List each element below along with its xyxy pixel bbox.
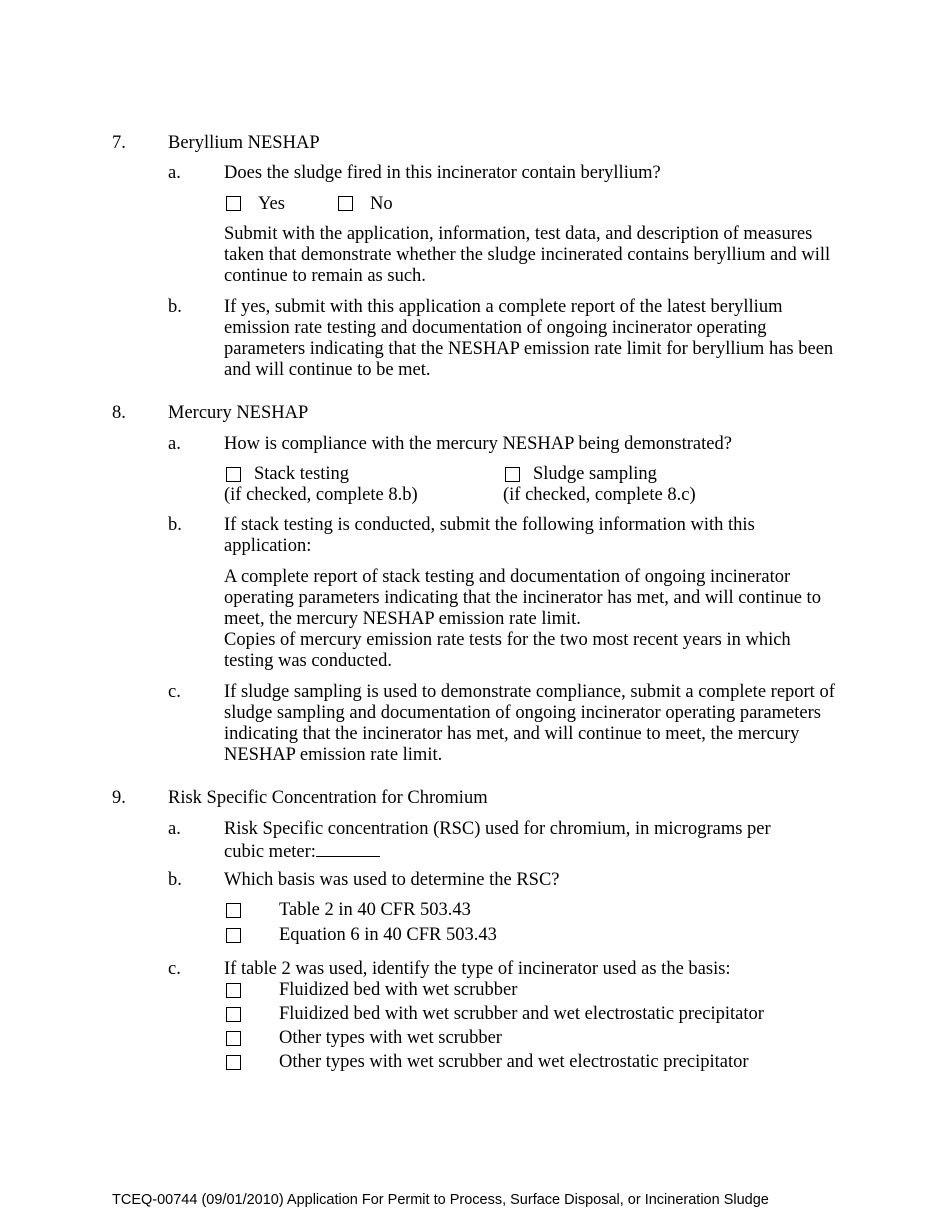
stack-testing-note: (if checked, complete 8.b) [224,485,418,505]
item-8b-letter: b. [168,515,182,535]
page-footer: TCEQ-00744 (09/01/2010) Application For Permit to Process, Surface Disposal, or Incineration Sludge [112,1192,769,1208]
rsc-basis-checkbox[interactable] [226,928,241,943]
item-8a-question: How is compliance with the mercury NESHAP being demonstrated? [224,434,732,454]
item-8c-text: If sludge sampling is used to demonstrate compliance, submit a complete report of sludge sampling and documentation of ongoing incinerator operating parameters indicating that the incinerator has met, and will continue to meet, the mercury NESHAP emission rate limit. [224,682,835,765]
beryllium-no-checkbox[interactable] [338,196,353,211]
stack-testing-checkbox[interactable] [226,467,241,482]
rsc-basis-option: Equation 6 in 40 CFR 503.43 [279,925,497,945]
item-8c-letter: c. [168,682,181,702]
beryllium-yes-label: Yes [258,194,285,214]
incinerator-type-checkbox[interactable] [226,1007,241,1022]
rsc-basis-checkbox[interactable] [226,903,241,918]
item-7a-question: Does the sludge fired in this incinerator contain beryllium? [224,163,661,183]
section-8-number: 8. [112,403,126,423]
incinerator-type-option: Other types with wet scrubber and wet electrostatic precipitator [279,1052,749,1072]
incinerator-type-option: Fluidized bed with wet scrubber [279,980,518,1000]
section-8-title: Mercury NESHAP [168,403,309,423]
incinerator-type-checkbox[interactable] [226,983,241,998]
incinerator-type-checkbox[interactable] [226,1055,241,1070]
item-7a-letter: a. [168,163,181,183]
rsc-basis-option: Table 2 in 40 CFR 503.43 [279,900,471,920]
sludge-sampling-note: (if checked, complete 8.c) [503,485,696,505]
item-8b-detail-2: Copies of mercury emission rate tests for the two most recent years in which testing was conducted. [224,630,791,671]
sludge-sampling-label: Sludge sampling [533,464,657,484]
sludge-sampling-checkbox[interactable] [505,467,520,482]
item-9a-text-line1: Risk Specific concentration (RSC) used for chromium, in micrograms per [224,819,771,839]
rsc-value-blank[interactable] [316,840,380,857]
item-7b-text: If yes, submit with this application a complete report of the latest beryllium emission rate testing and documentation of ongoing incinerator operating parameters indicating that the NESHAP emission rate limit for beryllium has been and will continue to be met. [224,297,834,380]
item-9a-text-line2: cubic meter: [224,842,316,862]
incinerator-type-checkbox[interactable] [226,1031,241,1046]
item-9c-letter: c. [168,959,181,979]
item-8b-text: If stack testing is conducted, submit the following information with this application: [224,515,755,556]
beryllium-no-label: No [370,194,393,214]
section-7-number: 7. [112,133,126,153]
beryllium-yes-checkbox[interactable] [226,196,241,211]
rsc-field-row [224,840,380,863]
item-8a-letter: a. [168,434,181,454]
item-9c-question: If table 2 was used, identify the type of incinerator used as the basis: [224,959,731,979]
incinerator-type-option: Fluidized bed with wet scrubber and wet electrostatic precipitator [279,1004,764,1024]
section-9-title: Risk Specific Concentration for Chromium [168,788,488,808]
item-8b-detail-1: A complete report of stack testing and documentation of ongoing incinerator operating parameters indicating that the incinerator has met, and will continue to meet, the mercury NESHAP emission rate limit. [224,567,821,629]
item-9b-letter: b. [168,870,182,890]
item-9b-question: Which basis was used to determine the RSC? [224,870,560,890]
item-9a-letter: a. [168,819,181,839]
stack-testing-label: Stack testing [254,464,350,484]
item-7a-instructions: Submit with the application, information, test data, and description of measures taken that demonstrate whether the sludge incinerated contains beryllium and will continue to remain as such. [224,224,831,286]
section-7-title: Beryllium NESHAP [168,133,320,153]
section-9-number: 9. [112,788,126,808]
incinerator-type-option: Other types with wet scrubber [279,1028,502,1048]
item-7b-letter: b. [168,297,182,317]
